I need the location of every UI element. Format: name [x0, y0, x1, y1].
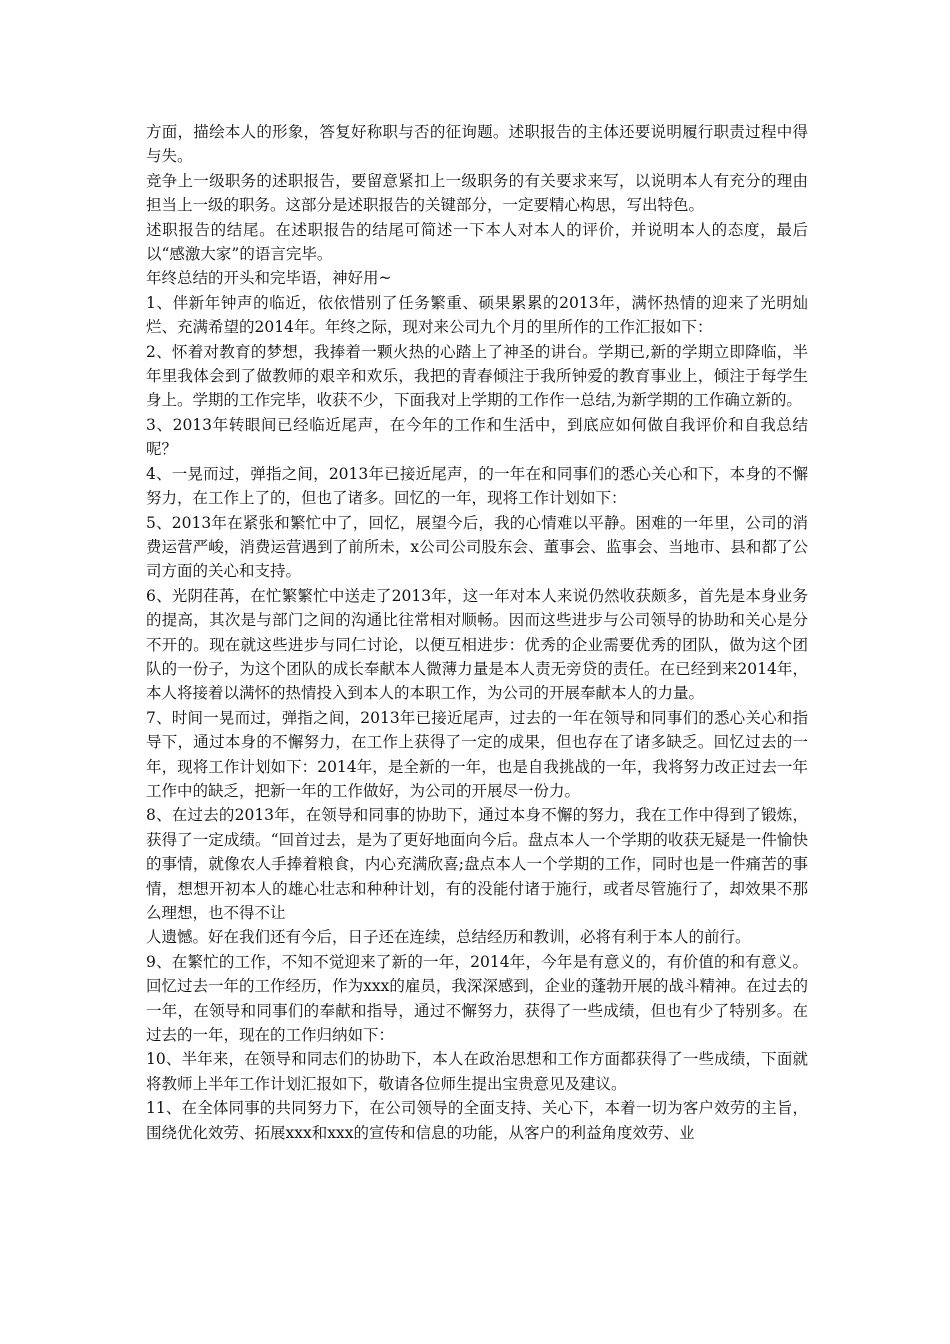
paragraph-12: 8、在过去的2013年，在领导和同事的协助下，通过本身不懈的努力，我在工作中得到了锻炼，获得了一定成绩。“回首过去，是为了更好地面向今后。盘点本人一个学期的收获无疑是一件愉快的事情，就像农人手捧着粮食，内心充满欣喜;盘点本人一个学期的工作，同时也是一件痛苦的事情，想想开初本人的雄心壮志和种种计划，有的没能付诸于施行，或者尽管施行了，却效果不那么理想，也不得不让: [146, 806, 808, 922]
paragraph-10: 6、光阴荏苒，在忙繁繁忙中送走了2013年，这一年对本人来说仍然收获颇多，首先是本身业务的提高，其次是与部门之间的沟通比往常相对顺畅。因而这些进步与公司领导的协助和关心是分不开的。现在就这些进步与同仁讨论，以便互相进步：优秀的企业需要优秀的团队，做为这个团队的一份子，为这个团队的成长奉献本人微薄力量是本人责无旁贷的责任。在已经到来2014年，本人将接着以满怀的热情投入到本人的本职工作，为公司的开展奉献本人的力量。: [146, 586, 808, 703]
paragraph-14: 9、在繁忙的工作，不知不觉迎来了新的一年，2014年，今年是有意义的，有价值的和有意义。回忆过去一年的工作经历，作为xxx的雇员，我深深感到，企业的蓬勃开展的战斗精神。在过去的一年，在领导和同事们的奉献和指导，通过不懈努力，获得了一些成绩，但也有少了特别多。在过去的一年，现在的工作归纳如下：: [146, 952, 808, 1045]
paragraph-7: 3、2013年转眼间已经临近尾声，在今年的工作和生活中，到底应如何做自我评价和自我总结呢？: [146, 415, 808, 459]
paragraph-8: 4、一晃而过，弹指之间，2013年已接近尾声，的一年在和同事们的悉心关心和下，本身的不懈努力，在工作上了的，但也了诸多。回忆的一年，现将工作计划如下：: [146, 464, 808, 508]
paragraph-13: 人遗憾。好在我们还有今后，日子还在连续，总结经历和教训，必将有利于本人的前行。: [146, 928, 751, 947]
paragraph-4: 年终总结的开头和完毕语，神好用~: [146, 269, 392, 288]
document-body: [146, 120, 808, 1145]
paragraph-16: 11、在全体同事的共同努力下，在公司领导的全面支持、关心下，本着一切为客户效劳的主旨，围绕优化效劳、拓展xxx和xxx的宣传和信息的功能，从客户的利益角度效劳、业: [146, 1099, 808, 1142]
paragraph-1: 方面，描绘本人的形象，答复好称职与否的征询题。述职报告的主体还要说明履行职责过程中得与失。: [146, 123, 808, 166]
paragraph-15: 10、半年来，在领导和同志们的协助下，本人在政治思想和工作方面都获得了一些成绩，下面就将教师上半年工作计划汇报如下，敬请各位师生提出宝贵意见及建议。: [146, 1050, 808, 1093]
paragraph-5: 1、伴新年钟声的临近，依依惜别了任务繁重、硕果累累的2013年，满怀热情的迎来了光明灿烂、充满希望的2014年。年终之际，现对来公司九个月的里所作的工作汇报如下：: [146, 293, 808, 337]
paragraph-3: 述职报告的结尾。在述职报告的结尾可简述一下本人对本人的评价，并说明本人的态度，最后以“感激大家”的语言完毕。: [146, 220, 808, 264]
paragraph-11: 7、时间一晃而过，弹指之间，2013年已接近尾声，过去的一年在领导和同事们的悉心关心和指导下，通过本身的不懈努力，在工作上获得了一定的成果，但也存在了诸多缺乏。回忆过去的一年，现将工作计划如下：2014年，是全新的一年，也是自我挑战的一年，我将努力改正过去一年工作中的缺乏，把新一年的工作做好，为公司的开展尽一份力。: [146, 708, 808, 800]
paragraph-6: 2、怀着对教育的梦想，我捧着一颗火热的心踏上了神圣的讲台。学期已,新的学期立即降临，半年里我体会到了做教师的艰辛和欢乐，我把的青春倾注于我所钟爱的教育事业上，倾注于每学生身上。学期的工作完毕，收获不少，下面我对上学期的工作作一总结,为新学期的工作确立新的。: [146, 342, 808, 410]
paragraph-2: 竞争上一级职务的述职报告，要留意紧扣上一级职务的有关要求来写，以说明本人有充分的理由担当上一级的职务。这部分是述职报告的关键部分，一定要精心构思，写出特色。: [146, 171, 808, 215]
paragraph-9: 5、2013年在紧张和繁忙中了，回忆，展望今后，我的心情难以平静。困难的一年里，公司的消费运营严峻，消费运营遇到了前所未，x公司公司股东会、董事会、监事会、当地市、县和都了公司方面的关心和支持。: [146, 513, 808, 581]
